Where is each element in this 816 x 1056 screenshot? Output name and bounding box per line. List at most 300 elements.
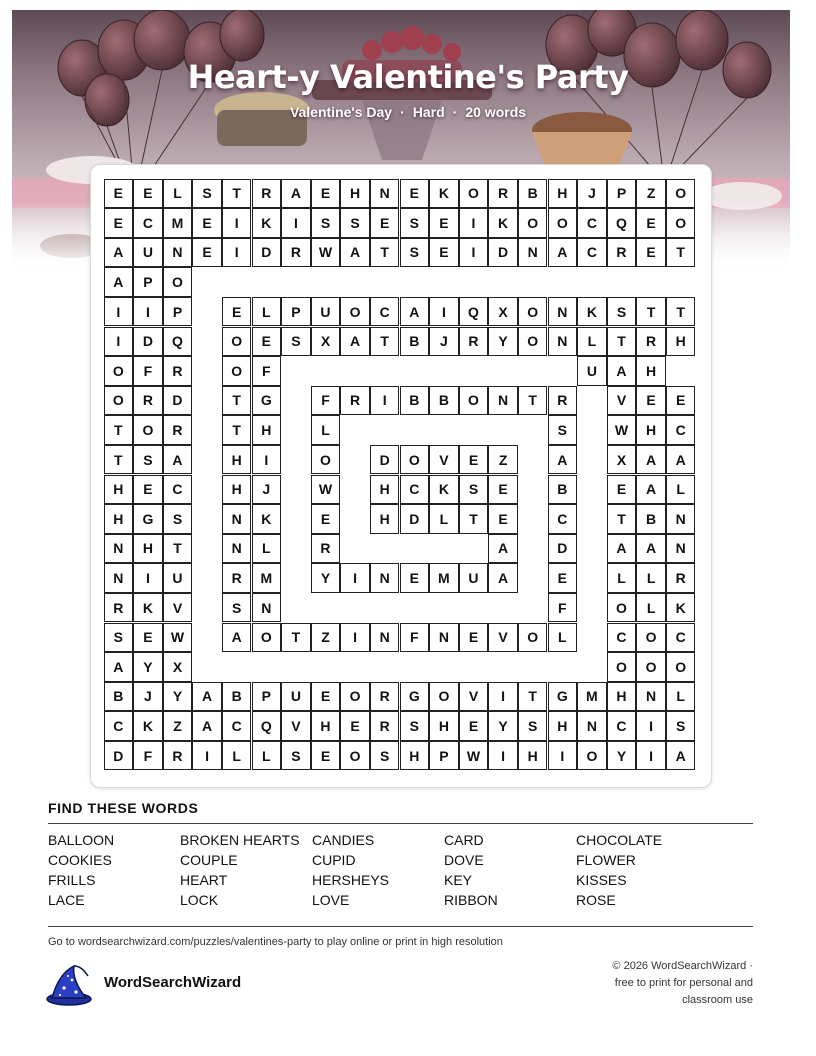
grid-cell[interactable]: P [133,267,163,297]
grid-cell[interactable]: R [488,179,518,209]
grid-cell[interactable]: L [548,623,578,653]
grid-cell[interactable]: T [222,415,252,445]
grid-cell[interactable]: H [133,534,163,564]
grid-cell[interactable]: N [163,238,193,268]
grid-cell[interactable]: S [518,711,548,741]
grid-cell[interactable]: J [252,475,282,505]
grid-cell[interactable]: X [163,652,193,682]
grid-cell[interactable]: F [400,623,430,653]
grid-cell[interactable]: R [133,386,163,416]
grid-cell[interactable]: K [666,593,696,623]
grid-cell[interactable]: C [577,208,607,238]
grid-cell[interactable]: C [163,475,193,505]
grid-cell[interactable]: O [400,445,430,475]
grid-cell[interactable]: L [666,682,696,712]
grid-cell[interactable]: N [370,623,400,653]
grid-cell[interactable]: E [400,179,430,209]
grid-cell[interactable]: H [222,475,252,505]
grid-cell[interactable]: Z [311,623,341,653]
grid-cell[interactable]: R [222,563,252,593]
grid-cell[interactable]: T [518,682,548,712]
grid-cell[interactable]: B [104,682,134,712]
grid-cell[interactable]: B [400,386,430,416]
grid-cell[interactable]: N [518,238,548,268]
grid-cell[interactable]: N [666,504,696,534]
grid-cell[interactable]: G [548,682,578,712]
grid-cell[interactable]: X [311,327,341,357]
grid-cell[interactable]: N [252,593,282,623]
grid-cell[interactable]: Y [607,741,637,771]
grid-cell[interactable]: L [429,504,459,534]
grid-cell[interactable]: H [370,475,400,505]
grid-cell[interactable]: U [459,563,489,593]
grid-cell[interactable]: E [311,504,341,534]
grid-cell[interactable]: Q [607,208,637,238]
grid-cell[interactable]: F [133,741,163,771]
grid-cell[interactable]: T [607,504,637,534]
grid-cell[interactable]: I [370,386,400,416]
grid-cell[interactable]: A [548,445,578,475]
grid-cell[interactable]: R [281,238,311,268]
grid-cell[interactable]: V [281,711,311,741]
grid-cell[interactable]: P [281,297,311,327]
grid-cell[interactable]: T [222,386,252,416]
grid-cell[interactable]: I [459,208,489,238]
grid-cell[interactable]: C [222,711,252,741]
grid-cell[interactable]: U [281,682,311,712]
grid-cell[interactable]: E [252,327,282,357]
grid-cell[interactable]: D [370,445,400,475]
grid-cell[interactable]: S [459,475,489,505]
grid-cell[interactable]: U [311,297,341,327]
grid-cell[interactable]: O [163,267,193,297]
grid-cell[interactable]: A [488,534,518,564]
grid-cell[interactable]: R [340,386,370,416]
grid-cell[interactable]: W [607,415,637,445]
grid-cell[interactable]: K [429,179,459,209]
grid-cell[interactable]: K [133,711,163,741]
grid-cell[interactable]: E [636,208,666,238]
grid-cell[interactable]: N [666,534,696,564]
grid-cell[interactable]: E [311,682,341,712]
grid-cell[interactable]: W [459,741,489,771]
grid-cell[interactable]: B [548,475,578,505]
grid-cell[interactable]: K [252,208,282,238]
grid-cell[interactable]: A [636,534,666,564]
grid-cell[interactable]: L [577,327,607,357]
grid-cell[interactable]: S [281,741,311,771]
grid-cell[interactable]: T [518,386,548,416]
grid-cell[interactable]: O [666,652,696,682]
grid-cell[interactable]: O [666,208,696,238]
grid-cell[interactable]: R [548,386,578,416]
grid-cell[interactable]: K [252,504,282,534]
grid-cell[interactable]: O [636,623,666,653]
grid-cell[interactable]: O [104,356,134,386]
grid-cell[interactable]: E [459,623,489,653]
grid-cell[interactable]: I [429,297,459,327]
grid-cell[interactable]: A [104,652,134,682]
grid-cell[interactable]: I [548,741,578,771]
grid-cell[interactable]: A [636,475,666,505]
grid-cell[interactable]: O [222,356,252,386]
grid-cell[interactable]: D [488,238,518,268]
grid-cell[interactable]: I [222,238,252,268]
grid-cell[interactable]: L [311,415,341,445]
grid-cell[interactable]: H [311,711,341,741]
grid-cell[interactable]: L [607,563,637,593]
grid-cell[interactable]: M [252,563,282,593]
grid-cell[interactable]: Z [636,179,666,209]
grid-cell[interactable]: Y [133,652,163,682]
grid-cell[interactable]: E [133,623,163,653]
grid-cell[interactable]: H [222,445,252,475]
grid-cell[interactable]: C [666,623,696,653]
grid-cell[interactable]: I [133,297,163,327]
grid-cell[interactable]: N [577,711,607,741]
grid-cell[interactable]: E [104,208,134,238]
grid-cell[interactable]: N [636,682,666,712]
grid-cell[interactable]: I [104,327,134,357]
grid-cell[interactable]: H [340,179,370,209]
grid-cell[interactable]: S [370,741,400,771]
grid-cell[interactable]: T [459,504,489,534]
grid-cell[interactable]: E [488,475,518,505]
grid-cell[interactable]: H [104,475,134,505]
grid-cell[interactable]: H [666,327,696,357]
grid-cell[interactable]: H [252,415,282,445]
grid-cell[interactable]: T [370,238,400,268]
grid-cell[interactable]: E [192,208,222,238]
grid-cell[interactable]: I [340,623,370,653]
grid-cell[interactable]: H [548,711,578,741]
grid-cell[interactable]: E [636,386,666,416]
grid-cell[interactable]: E [340,711,370,741]
grid-cell[interactable]: H [548,179,578,209]
grid-cell[interactable]: E [666,386,696,416]
grid-cell[interactable]: P [252,682,282,712]
grid-cell[interactable]: V [607,386,637,416]
grid-cell[interactable]: U [133,238,163,268]
grid-cell[interactable]: C [133,208,163,238]
grid-cell[interactable]: S [281,327,311,357]
grid-cell[interactable]: O [340,682,370,712]
grid-cell[interactable]: R [636,327,666,357]
grid-cell[interactable]: O [252,623,282,653]
grid-cell[interactable]: G [133,504,163,534]
grid-cell[interactable]: O [459,179,489,209]
grid-cell[interactable]: T [370,327,400,357]
grid-cell[interactable]: W [311,475,341,505]
grid-cell[interactable]: H [104,504,134,534]
grid-cell[interactable]: I [488,682,518,712]
grid-cell[interactable]: E [192,238,222,268]
grid-cell[interactable]: I [192,741,222,771]
grid-cell[interactable]: E [400,563,430,593]
grid-cell[interactable]: W [311,238,341,268]
grid-cell[interactable]: D [133,327,163,357]
grid-cell[interactable]: A [488,563,518,593]
grid-cell[interactable]: K [429,475,459,505]
grid-cell[interactable]: A [104,238,134,268]
grid-cell[interactable]: Q [163,327,193,357]
grid-cell[interactable]: A [104,267,134,297]
grid-cell[interactable]: S [400,238,430,268]
grid-cell[interactable]: L [666,475,696,505]
grid-cell[interactable]: Q [252,711,282,741]
grid-cell[interactable]: N [429,623,459,653]
grid-cell[interactable]: Y [311,563,341,593]
grid-cell[interactable]: L [222,741,252,771]
grid-cell[interactable]: O [666,179,696,209]
grid-cell[interactable]: U [163,563,193,593]
grid-cell[interactable]: E [133,179,163,209]
grid-cell[interactable]: I [133,563,163,593]
grid-cell[interactable]: A [192,682,222,712]
grid-cell[interactable]: O [518,623,548,653]
grid-cell[interactable]: O [133,415,163,445]
grid-cell[interactable]: Y [488,711,518,741]
grid-cell[interactable]: H [370,504,400,534]
grid-cell[interactable]: I [222,208,252,238]
grid-cell[interactable]: I [459,238,489,268]
grid-cell[interactable]: R [104,593,134,623]
grid-cell[interactable]: P [163,297,193,327]
grid-cell[interactable]: Y [488,327,518,357]
grid-cell[interactable]: S [666,711,696,741]
grid-cell[interactable]: N [370,179,400,209]
grid-cell[interactable]: E [311,179,341,209]
grid-cell[interactable]: A [666,741,696,771]
grid-cell[interactable]: K [577,297,607,327]
grid-cell[interactable]: A [400,297,430,327]
grid-cell[interactable]: S [548,415,578,445]
grid-cell[interactable]: A [340,238,370,268]
grid-cell[interactable]: H [518,741,548,771]
grid-cell[interactable]: S [311,208,341,238]
grid-cell[interactable]: O [518,208,548,238]
grid-cell[interactable]: S [400,208,430,238]
grid-cell[interactable]: N [104,563,134,593]
grid-cell[interactable]: X [488,297,518,327]
grid-cell[interactable]: E [459,711,489,741]
grid-cell[interactable]: O [607,593,637,623]
grid-cell[interactable]: O [459,386,489,416]
grid-cell[interactable]: H [400,741,430,771]
grid-cell[interactable]: N [104,534,134,564]
grid-cell[interactable]: I [104,297,134,327]
grid-cell[interactable]: T [666,297,696,327]
grid-cell[interactable]: N [488,386,518,416]
grid-cell[interactable]: B [222,682,252,712]
grid-cell[interactable]: M [577,682,607,712]
grid-cell[interactable]: R [459,327,489,357]
grid-cell[interactable]: O [548,208,578,238]
grid-cell[interactable]: A [607,356,637,386]
grid-cell[interactable]: E [548,563,578,593]
grid-cell[interactable]: E [104,179,134,209]
grid-cell[interactable]: F [311,386,341,416]
grid-cell[interactable]: V [429,445,459,475]
grid-cell[interactable]: E [429,208,459,238]
grid-cell[interactable]: F [133,356,163,386]
grid-cell[interactable]: R [666,563,696,593]
grid-cell[interactable]: A [192,711,222,741]
grid-cell[interactable]: P [429,741,459,771]
grid-cell[interactable]: O [340,741,370,771]
grid-cell[interactable]: O [429,682,459,712]
grid-cell[interactable]: E [488,504,518,534]
grid-cell[interactable]: V [488,623,518,653]
grid-cell[interactable]: A [607,534,637,564]
grid-cell[interactable]: I [488,741,518,771]
grid-cell[interactable]: R [607,238,637,268]
grid-cell[interactable]: E [370,208,400,238]
grid-cell[interactable]: I [281,208,311,238]
grid-cell[interactable]: C [370,297,400,327]
grid-cell[interactable]: C [104,711,134,741]
grid-cell[interactable]: T [607,327,637,357]
grid-cell[interactable]: O [340,297,370,327]
grid-cell[interactable]: S [222,593,252,623]
grid-cell[interactable]: L [252,741,282,771]
grid-cell[interactable]: K [133,593,163,623]
grid-cell[interactable]: H [429,711,459,741]
grid-cell[interactable]: S [133,445,163,475]
grid-cell[interactable]: R [163,356,193,386]
grid-cell[interactable]: V [163,593,193,623]
grid-cell[interactable]: U [577,356,607,386]
grid-cell[interactable]: A [222,623,252,653]
grid-cell[interactable]: T [666,238,696,268]
grid-cell[interactable]: L [636,593,666,623]
grid-cell[interactable]: A [666,445,696,475]
grid-cell[interactable]: T [163,534,193,564]
grid-cell[interactable]: N [222,504,252,534]
grid-cell[interactable]: A [340,327,370,357]
grid-cell[interactable]: D [400,504,430,534]
grid-cell[interactable]: P [607,179,637,209]
grid-cell[interactable]: O [518,327,548,357]
grid-cell[interactable]: Z [163,711,193,741]
grid-cell[interactable]: N [370,563,400,593]
grid-cell[interactable]: H [636,356,666,386]
grid-cell[interactable]: W [163,623,193,653]
grid-cell[interactable]: O [577,741,607,771]
grid-cell[interactable]: O [222,327,252,357]
grid-cell[interactable]: D [104,741,134,771]
grid-cell[interactable]: D [163,386,193,416]
grid-cell[interactable]: B [636,504,666,534]
grid-cell[interactable]: F [548,593,578,623]
grid-cell[interactable]: E [222,297,252,327]
grid-cell[interactable]: E [429,238,459,268]
grid-cell[interactable]: S [163,504,193,534]
grid-cell[interactable]: A [281,179,311,209]
grid-cell[interactable]: O [518,297,548,327]
grid-cell[interactable]: O [607,652,637,682]
grid-cell[interactable]: O [104,386,134,416]
grid-cell[interactable]: M [163,208,193,238]
grid-cell[interactable]: N [548,297,578,327]
grid-cell[interactable]: E [311,741,341,771]
grid-cell[interactable]: L [252,297,282,327]
grid-cell[interactable]: J [429,327,459,357]
grid-cell[interactable]: E [636,238,666,268]
grid-cell[interactable]: G [400,682,430,712]
grid-cell[interactable]: C [666,415,696,445]
grid-cell[interactable]: C [400,475,430,505]
grid-cell[interactable]: A [163,445,193,475]
grid-cell[interactable]: C [607,623,637,653]
grid-cell[interactable]: B [518,179,548,209]
grid-cell[interactable]: X [607,445,637,475]
grid-cell[interactable]: L [636,563,666,593]
grid-cell[interactable]: L [252,534,282,564]
grid-cell[interactable]: E [459,445,489,475]
grid-cell[interactable]: D [548,534,578,564]
grid-cell[interactable]: L [163,179,193,209]
grid-cell[interactable]: J [133,682,163,712]
grid-cell[interactable]: S [192,179,222,209]
grid-cell[interactable]: R [252,179,282,209]
grid-cell[interactable]: J [577,179,607,209]
grid-cell[interactable]: I [340,563,370,593]
grid-cell[interactable]: B [400,327,430,357]
grid-cell[interactable]: R [163,741,193,771]
grid-cell[interactable]: Z [488,445,518,475]
grid-cell[interactable]: T [636,297,666,327]
grid-cell[interactable]: R [370,711,400,741]
grid-cell[interactable]: N [222,534,252,564]
grid-cell[interactable]: T [222,179,252,209]
grid-cell[interactable]: A [548,238,578,268]
grid-cell[interactable]: K [488,208,518,238]
grid-cell[interactable]: T [104,445,134,475]
grid-cell[interactable]: H [636,415,666,445]
grid-cell[interactable]: R [370,682,400,712]
grid-cell[interactable]: Q [459,297,489,327]
grid-cell[interactable]: R [163,415,193,445]
grid-cell[interactable]: O [311,445,341,475]
grid-cell[interactable]: S [400,711,430,741]
grid-cell[interactable]: S [340,208,370,238]
grid-cell[interactable]: S [104,623,134,653]
grid-cell[interactable]: O [636,652,666,682]
grid-cell[interactable]: T [281,623,311,653]
grid-cell[interactable]: N [548,327,578,357]
grid-cell[interactable]: Y [163,682,193,712]
grid-cell[interactable]: I [252,445,282,475]
grid-cell[interactable]: G [252,386,282,416]
grid-cell[interactable]: R [311,534,341,564]
grid-cell[interactable]: E [133,475,163,505]
grid-cell[interactable]: E [607,475,637,505]
grid-cell[interactable]: C [548,504,578,534]
grid-cell[interactable]: T [104,415,134,445]
grid-cell[interactable]: S [607,297,637,327]
grid-cell[interactable]: C [577,238,607,268]
grid-cell[interactable]: A [636,445,666,475]
grid-cell[interactable]: V [459,682,489,712]
grid-cell[interactable]: M [429,563,459,593]
grid-cell[interactable]: I [636,711,666,741]
grid-cell[interactable]: D [252,238,282,268]
grid-cell[interactable]: I [636,741,666,771]
grid-cell[interactable]: C [607,711,637,741]
grid-cell[interactable]: F [252,356,282,386]
grid-cell[interactable]: B [429,386,459,416]
